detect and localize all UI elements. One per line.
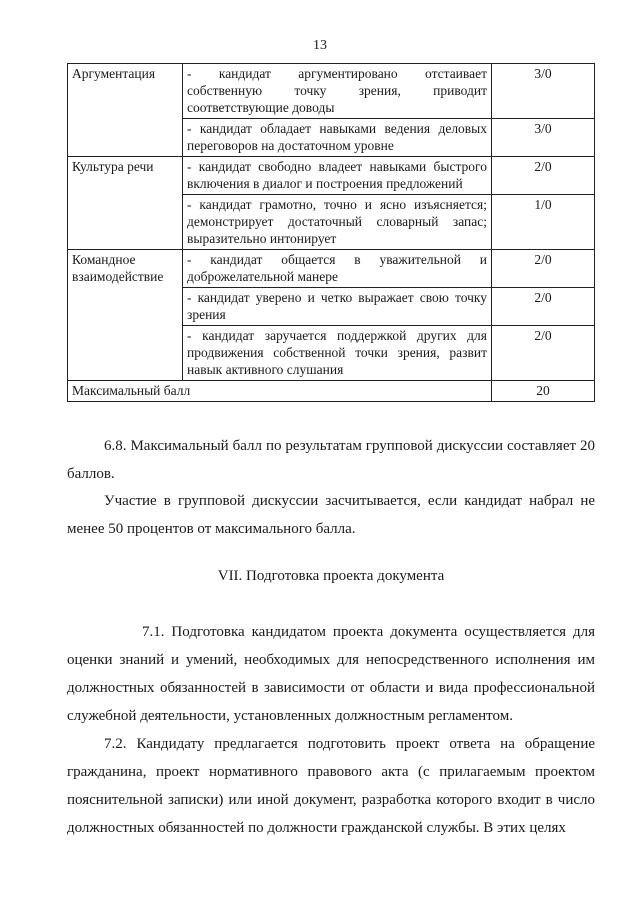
criterion-score: 1/0 [492, 195, 595, 250]
criterion-description: - кандидат обладает навыками ведения деловых переговоров на достаточном уровне [183, 119, 492, 157]
criterion-score: 3/0 [492, 64, 595, 119]
criterion-score: 3/0 [492, 119, 595, 157]
criterion-description: - кандидат уверено и четко выражает свою точку зрения [183, 288, 492, 326]
table-row [68, 64, 595, 119]
paragraph-7-2: 7.2. Кандидату предлагается подготовить проект ответа на обращение гражданина, проект нормативного правового акта (с прилагаемым проектом пояснительной записки) или иной документ, разработка которого входит в число должностных обязанностей по должности гражданской службы. В этих целях [67, 736, 595, 836]
criterion-description: - кандидат общается в уважительной и доброжелательной манере [183, 250, 492, 288]
criterion-description: - кандидат заручается поддержкой других для продвижения собственной точки зрения, развит навык активного слушания [183, 326, 492, 381]
page-number: 13 [313, 38, 327, 53]
criterion-score: 2/0 [492, 157, 595, 195]
criterion-score: 2/0 [492, 326, 595, 381]
total-score: 20 [492, 381, 595, 402]
table-row [68, 157, 595, 195]
criterion-score: 2/0 [492, 288, 595, 326]
criterion-description: - кандидат аргументировано отстаивает собственную точку зрения, приводит соответствующие доводы [183, 64, 492, 119]
criterion-name: Командное взаимодействие [68, 250, 183, 381]
criterion-description: - кандидат грамотно, точно и ясно изъясняется; демонстрирует достаточный словарный запас; выразительно интонирует [183, 195, 492, 250]
criterion-score: 2/0 [492, 250, 595, 288]
paragraph-participation: Участие в групповой дискуссии засчитывается, если кандидат набрал не менее 50 процентов от максимального балла. [67, 493, 595, 537]
criterion-description: - кандидат свободно владеет навыками быстрого включения в диалог и построения предложений [183, 157, 492, 195]
paragraph-7-1: 7.1. Подготовка кандидатом проекта документа осуществляется для оценки знаний и умений, необходимых для непосредственного исполнения им должностных обязанностей в зависимости от области и вида профессиональной служебной деятельности, установленных должностным регламентом. [67, 624, 595, 724]
evaluation-criteria-table [67, 63, 595, 402]
criterion-name: Культура речи [68, 157, 183, 250]
section-heading: VII. Подготовка проекта документа [217, 568, 445, 584]
table-total-row [68, 381, 595, 402]
paragraph-6-8: 6.8. Максимальный балл по результатам групповой дискуссии составляет 20 баллов. [67, 438, 595, 482]
table-row [68, 250, 595, 288]
criterion-name: Аргументация [68, 64, 183, 157]
total-label: Максимальный балл [68, 381, 492, 402]
